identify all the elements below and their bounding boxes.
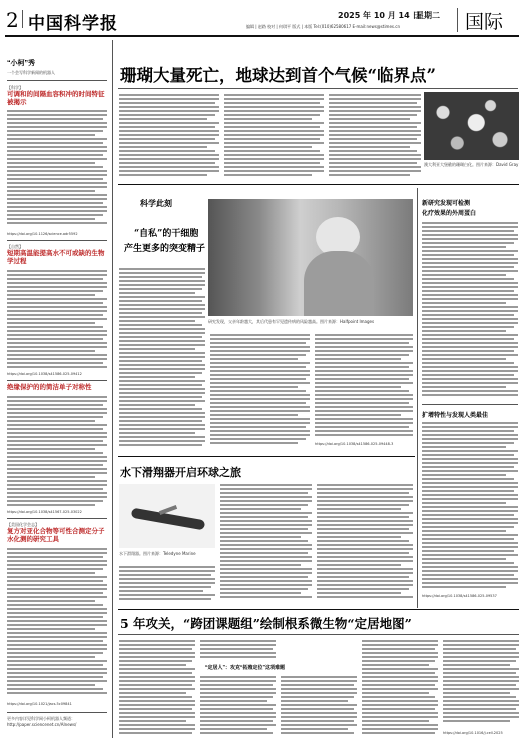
bottom-headline-rule: [118, 634, 519, 635]
sidebar-item-tag: 【科学】: [7, 85, 23, 90]
right-story2-body: [422, 422, 518, 590]
sidebar-item-link[interactable]: https://doi.org/10.1038/s41586-025-09412: [7, 372, 82, 376]
sidebar-item-link[interactable]: https://doi.org/10.1038/s41567-025-03022: [7, 510, 82, 514]
right-story1-body: [422, 222, 518, 400]
contact-line: 编辑 | 赵路 校对 | 何琪平 版式 | 本版 Tel:(010)62580617 E-mail:news@stimes.cn: [246, 24, 401, 29]
sidebar-footer: 更多内容详见科学网小柯机器人频道：http://paper.sciencenet.cn/AInews/: [7, 716, 77, 727]
coral-reef-photo: [424, 92, 519, 160]
right-story1-headline-line2: 化疗效果的外周蛋白: [422, 211, 477, 217]
sidebar-item-title: 短期高温能提高水不可或缺的生物学过程: [7, 250, 105, 265]
masthead-rule: [5, 35, 519, 37]
paper-name: 中国科学报: [28, 14, 118, 34]
sidebar-rule: [7, 712, 107, 713]
glider-photo: [119, 484, 215, 548]
glider-body-col2: [317, 484, 413, 602]
feature-link[interactable]: https://doi.org/10.1038/s41586-025-09448-3: [315, 442, 394, 446]
right-column-link[interactable]: https://doi.org/10.1038/s41586-025-09537: [422, 594, 497, 598]
glider-headline: 水下滑翔器开启环球之旅: [120, 466, 241, 479]
sidebar-item-body: [7, 396, 107, 508]
bottom-body-col4: [362, 640, 438, 738]
bottom-body-col3: [281, 676, 357, 738]
sidebar-item-title: 绝缘保护的的简洁单子对称性: [7, 384, 92, 391]
feature-body-col1: [119, 268, 205, 448]
sidebar-rule: [7, 380, 107, 381]
glider-body-col0: [119, 566, 215, 602]
feature-photo-caption: 研究发现，父亲年龄越大，其后代患有罕见遗传病的风险越高。图片来源：Halfpoint Images: [208, 319, 375, 324]
right-story1-headline-line1: 新研究发现可检测: [422, 201, 471, 207]
glider-photo-caption: 水下滑翔器。图片来源：Teledyne Marine: [119, 551, 196, 556]
masthead-divider: [22, 10, 23, 28]
sidebar-item-title: 可调和的间隔血容积冲的时间特征被揭示: [7, 91, 105, 106]
sidebar-column-title: “小柯”秀: [7, 60, 35, 67]
feature-headline-line1: “自私”的干细胞: [134, 229, 199, 239]
sidebar-rule: [7, 80, 107, 81]
sidebar-column-divider: [112, 40, 113, 738]
sidebar-item-body: [7, 548, 107, 698]
feature-body-col2: [210, 334, 310, 448]
sidebar-column-subtitle: 一个会写科学新闻的机器人: [7, 70, 55, 75]
sidebar-item-body: [7, 110, 107, 228]
sidebar-item-tag: 【自然】: [7, 244, 23, 249]
glider-body-col1: [220, 484, 312, 602]
issue-date: 2025 年 10 月 14 日: [338, 11, 421, 20]
lead-headline: 珊瑚大量死亡，地球达到首个气候“临界点”: [120, 66, 436, 85]
bottom-body-col5: [443, 640, 519, 728]
bottom-body-col1: [119, 640, 195, 738]
baby-body: [304, 251, 374, 316]
right-column-divider: [417, 188, 418, 608]
feature-headline-line2: 产生更多的突变精子: [124, 244, 206, 254]
lead-headline-rule: [118, 88, 518, 89]
feature-body-col3: [315, 334, 413, 440]
right-story2-headline: 扩增特性与发现人类最佳: [422, 413, 489, 419]
baby-photo: [208, 199, 413, 316]
sidebar-rule: [7, 518, 107, 519]
bottom-headline: 5 年攻关，“跨团课题组”绘制根系微生物“定居地图”: [120, 616, 412, 631]
lead-bottom-rule: [118, 184, 519, 185]
section-divider: [457, 8, 458, 32]
feature-kicker: 科学此刻: [140, 199, 172, 208]
sidebar-item-tag: 【美国化学会志】: [7, 522, 39, 527]
bottom-subhead: “定居人”：攻克“拓殖定位”这项难题: [205, 665, 286, 671]
section-name: 国际: [465, 11, 504, 33]
bottom-link[interactable]: https://doi.org/10.1016/j.cell.2025: [443, 731, 503, 735]
sidebar-item-link[interactable]: https://doi.org/10.1126/science.adr5592: [7, 232, 78, 236]
sidebar-item-title: 复方对亚化合物等可性合测定分子水化测的研究工具: [7, 528, 105, 543]
glider-top-rule: [118, 456, 415, 457]
lead-body-col1: [119, 94, 219, 178]
page-number: 2: [6, 8, 19, 32]
issue-weekday: 星期二: [416, 11, 440, 20]
sidebar-rule: [7, 240, 107, 241]
sidebar-item-body: [7, 270, 107, 370]
bottom-body-col2b: [200, 676, 276, 738]
lead-body-col3: [329, 94, 421, 178]
right-column-rule: [422, 404, 518, 405]
bottom-top-rule: [118, 609, 519, 610]
coral-photo-caption: 澳大利亚大堡礁的珊瑚白化。图片来源：David Gray: [424, 162, 519, 167]
sidebar-item-link[interactable]: https://doi.org/10.1021/jacs.5c09841: [7, 702, 72, 706]
bottom-body-col2: [200, 640, 276, 660]
lead-body-col2: [224, 94, 324, 178]
